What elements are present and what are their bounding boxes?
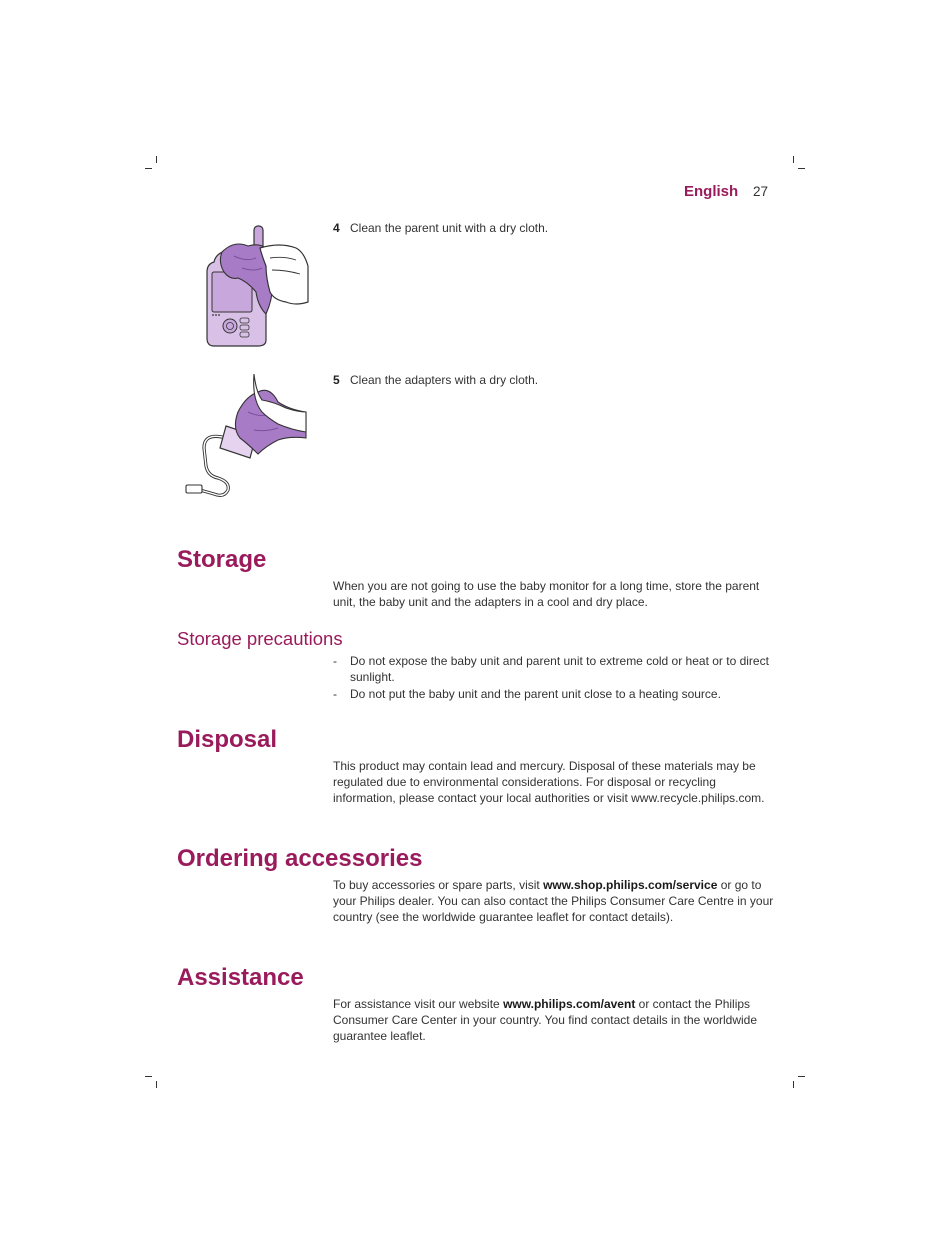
storage-precautions-list: [333, 654, 778, 703]
list-item: [333, 687, 778, 703]
storage-text: When you are not going to use the baby monitor for a long time, store the parent unit, the baby unit and the adapters in a cool and dry place.: [333, 579, 760, 609]
ordering-text-end: or go to your Philips dealer. You can also contact the Philips Consumer Care Centre in your country (see the worldwide guarantee leaflet for contact details).: [333, 878, 774, 924]
assistance-text: [333, 997, 778, 1044]
crop-mark-top-right-v: [793, 156, 794, 163]
storage-precautions-heading: Storage precautions: [177, 628, 343, 649]
step-text: Clean the adapters with a dry cloth.: [350, 373, 539, 387]
crop-mark-bottom-left-h: [145, 1076, 152, 1077]
step-number: 4: [333, 221, 340, 235]
ordering-accessories-heading: Ordering accessories: [177, 845, 423, 872]
header-language: English: [684, 183, 739, 200]
disposal-heading: Disposal: [177, 726, 278, 753]
page-number: 27: [753, 184, 769, 199]
ordering-accessories-text: [333, 878, 778, 925]
avent-link[interactable]: www.philips.com/avent: [503, 997, 636, 1011]
bullet-dash: -: [333, 686, 337, 701]
crop-mark-bottom-right-v: [793, 1081, 794, 1088]
crop-mark-bottom-left-v: [156, 1081, 157, 1088]
bullet-dash: -: [333, 654, 337, 668]
list-item: [333, 654, 778, 686]
assistance-text-end: or contact the Philips Consumer Care Center in your country. You find contact details in the worldwide guarantee leaflet.: [333, 997, 758, 1043]
step-text: Clean the parent unit with a dry cloth.: [350, 221, 549, 235]
crop-mark-top-right-h: [798, 168, 805, 169]
assistance-text-start: For assistance visit our website: [333, 997, 504, 1011]
ordering-text-start: To buy accessories or spare parts, visit: [333, 878, 544, 892]
assistance-heading: Assistance: [177, 964, 304, 991]
adapter-cleaning-illustration: [182, 372, 310, 504]
parent-unit-cleaning-illustration: [200, 222, 310, 352]
step-5: [333, 372, 538, 388]
shop-link[interactable]: www.shop.philips.com/service: [543, 878, 718, 892]
crop-mark-top-left-h: [145, 168, 152, 169]
list-item-text: Do not expose the baby unit and parent unit to extreme cold or heat or to direct sunlight.: [350, 654, 769, 684]
step-4: [333, 220, 548, 236]
list-item-text: Do not put the baby unit and the parent unit close to a heating source.: [350, 686, 721, 701]
disposal-text: This product may contain lead and mercury. Disposal of these materials may be regulated due to environmental considerations. For disposal or recycling information, please contact your local authorities or visit www.recycle.philips.com.: [333, 759, 765, 805]
storage-heading: Storage: [177, 546, 267, 573]
step-number: 5: [333, 373, 340, 387]
crop-mark-bottom-right-h: [798, 1076, 805, 1077]
crop-mark-top-left-v: [156, 156, 157, 163]
